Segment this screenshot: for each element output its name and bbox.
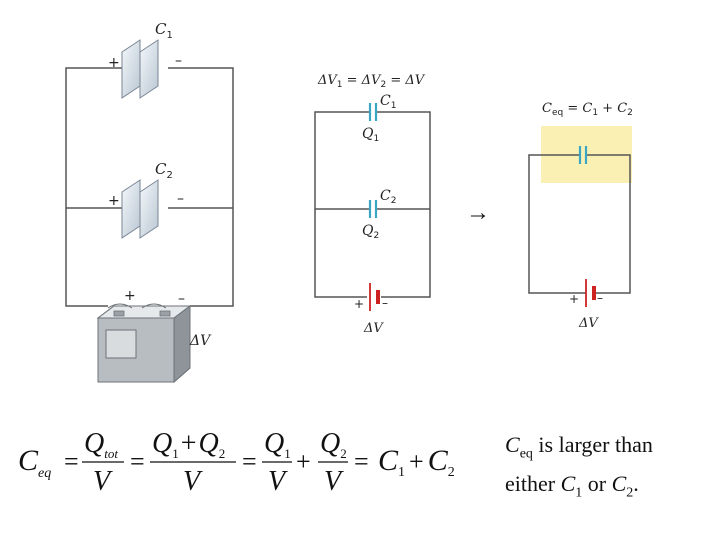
equivalent-label: $C_{eq} = C_1 + C_2$ (542, 101, 633, 118)
eq-plus: + (296, 447, 311, 476)
equivalent-battery-symbol (586, 279, 594, 307)
equivalent-battery-voltage: ΔV (579, 316, 598, 331)
battery-voltage-label: ΔV (190, 333, 211, 349)
c1-plus-sign: + (108, 55, 120, 71)
battery-plus-sign: + (124, 288, 136, 304)
eq-rhs: $C_1 + C_2$ (378, 444, 455, 480)
capacitor-c1-plates (122, 40, 158, 98)
schematic-battery-symbol (370, 283, 378, 311)
caption-or: or (582, 471, 612, 497)
transform-arrow: → (466, 200, 490, 226)
eq-equals-2: = (130, 447, 145, 476)
schematic-c2-label: $C_2$ (380, 188, 397, 206)
caption-c2-sub: 2 (626, 485, 634, 501)
eq-f2-numerator: $Q_1+Q_2$ (152, 428, 226, 461)
schematic-battery-voltage: ΔV (364, 321, 383, 336)
eq-f4-denominator: V (324, 466, 342, 497)
eq-equals-1: = (64, 447, 79, 476)
capacitor-c2-plates (122, 180, 158, 238)
eq-f2-denominator: V (183, 466, 201, 497)
eq-f1-numerator: $Q_{tot}$ (84, 428, 118, 461)
equivalent-battery-plus: + (569, 292, 580, 306)
schematic-q1-label: $Q_1$ (362, 126, 380, 144)
eq-f3-numerator: $Q_1$ (264, 428, 291, 461)
c1-minus-sign: – (175, 53, 182, 69)
caption-line-2 (505, 469, 653, 508)
c2-minus-sign: – (177, 191, 184, 207)
c1-label: $C_1$ (155, 20, 173, 41)
schematic-c1-symbol (370, 103, 376, 121)
caption-text-1: is larger than (532, 432, 653, 457)
physical-circuit (66, 20, 233, 382)
eq-f3-denominator: V (268, 466, 286, 497)
caption-c1-sub: 1 (575, 485, 583, 501)
caption-text-2: either (505, 471, 561, 497)
caption-c1: C (560, 471, 576, 497)
c2-label: $C_2$ (155, 160, 173, 181)
battery-minus-sign: – (178, 291, 185, 307)
caption-ceq-sub: eq (519, 446, 533, 462)
voltage-condition: $\Delta V_1 = \Delta V_2 = \Delta V$ (318, 73, 425, 90)
schematic-q2-label: $Q_2$ (362, 223, 380, 241)
schematic-circuit (315, 73, 430, 336)
schematic-battery-plus: + (354, 297, 365, 311)
equivalent-circuit (529, 101, 633, 331)
equivalent-battery-minus: – (597, 291, 603, 305)
caption-line-1 (505, 430, 653, 469)
eq-f4-numerator: $Q_2$ (320, 428, 347, 461)
eq-f1-denominator: V (93, 466, 111, 497)
eq-equals-4: = (354, 447, 369, 476)
schematic-c2-symbol (370, 200, 376, 218)
eq-lhs: $C_{eq}$ (18, 444, 52, 481)
schematic-battery-minus: – (382, 296, 388, 310)
eq-equals-3: = (242, 447, 257, 476)
caption-end: . (633, 471, 639, 497)
caption-ceq: C (505, 432, 520, 457)
conclusion-caption (505, 430, 653, 509)
battery-illustration (98, 304, 190, 382)
capacitance-equation (18, 428, 455, 497)
schematic-c1-label: $C_1$ (380, 93, 397, 111)
c2-plus-sign: + (108, 193, 120, 209)
caption-c2: C (611, 471, 627, 497)
